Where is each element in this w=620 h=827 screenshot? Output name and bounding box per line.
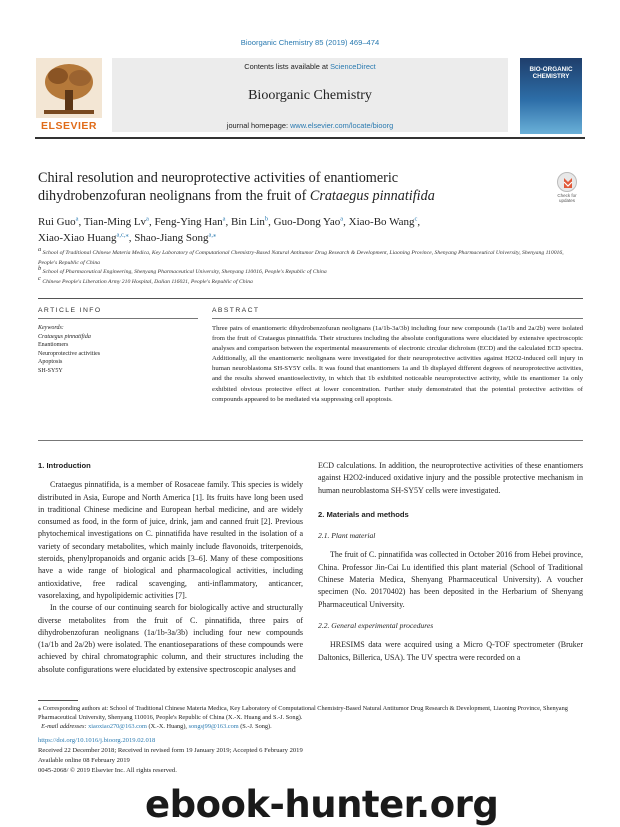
body-column-right [318, 460, 583, 664]
journal-cover-thumbnail[interactable] [520, 58, 582, 134]
elsevier-wordmark: ELSEVIER [41, 120, 97, 132]
abstract-heading: ABSTRACT [212, 307, 260, 314]
doi-link[interactable]: https://doi.org/10.1016/j.bioorg.2019.02.018 [38, 737, 156, 744]
general-procedures-heading: 2.2. General experimental procedures [318, 620, 434, 630]
contents-line: Contents lists available at ScienceDirect [244, 62, 376, 71]
keyword-item: Crataegus pinnatifida [38, 333, 91, 340]
footnote-rule [38, 700, 78, 701]
email-link[interactable]: xiaoxiao270@163.com [88, 723, 147, 731]
intro-paragraph-2: In the course of our continuing search for biologically active and structurally diverse metabolites from the fruit of C. pinnatifida, three pairs of dihydrobenzofuran neolignans (1a/1b-3a/3b) including four new compounds (1a/1b and 2a/2b) were isolated. The enantioseparations of these compounds were achieved by chiral chromatographic column, and their structures including the absolute configurations were elucidated by extensive spectroscopic analyses and [38, 603, 303, 674]
sciencedirect-link[interactable]: ScienceDirect [330, 62, 376, 71]
watermark: ebook-hunter.org [145, 783, 499, 826]
journal-reference[interactable]: Bioorganic Chemistry 85 (2019) 469–474 [240, 38, 380, 47]
body-column-left [38, 460, 303, 676]
header-rule [35, 137, 585, 139]
methods-heading: 2. Materials and methods [318, 509, 409, 519]
author-list: Rui Guo$^a$, Tian-Ming Lv$^a$, Feng-Ying Han$^a$, Bin Lin$^b$, Guo-Dong Yao$^a$, Xiao-Bo Wang$^c$, Xiao-Xiao Huang$^{a,c,⁎}$, Shao-Jiang Song$^{a,⁎}$ [38, 215, 421, 244]
author-link[interactable]: Rui Guo$^a$ [38, 215, 79, 228]
affiliation-item: $^c$ Chinese People's Liberation Army 210 Hospital, Dalian 116021, People's Republic of China [38, 274, 253, 285]
author-link[interactable]: Guo-Dong Yao$^a$ [273, 215, 344, 228]
keywords-label: Keywords: [38, 325, 64, 331]
author-link[interactable]: Tian-Ming Lv$^a$ [83, 215, 149, 228]
article-title: Chiral resolution and neuroprotective activities of enantiomeric dihydrobenzofuran neolignans from the fruit of Crataegus pinnatifida [38, 170, 435, 204]
keyword-item: Apoptosis [38, 359, 63, 365]
affiliations [38, 246, 583, 287]
intro-paragraph-continued: ECD calculations. In addition, the neuroprotective activities of these enantiomers against H2O2-induced oxidative injury and the possible protective mechanism in human neuroblastoma SH-SY5Y cells were investigated. [318, 461, 583, 495]
keyword-item: SH-SY5Y [38, 367, 63, 374]
author-link[interactable]: Bin Lin$^b$ [230, 215, 269, 228]
author-link[interactable]: Xiao-Xiao Huang$^{a,c,⁎}$ [38, 231, 129, 244]
crossmark-button[interactable] [553, 172, 581, 202]
journal-header-box [112, 58, 508, 132]
affiliation-item: $^a$ School of Traditional Chinese Materia Medica, Key Laboratory of Computational Chemistry-Based Natural Antitumor Drug Research & Development, Liaoning Province, Shenyang Pharmaceutical University, Shenyang 110016, People's Republic of China [38, 246, 564, 266]
author-link[interactable]: Shao-Jiang Song$^{a,⁎}$ [134, 231, 217, 244]
journal-homepage-link[interactable]: www.elsevier.com/locate/bioorg [290, 121, 394, 130]
general-procedures-paragraph: HRESIMS data were acquired using a Micro Q-TOF spectrometer (Bruker Daltonics, Billerica, USA). The UV spectra were recorded on a [318, 640, 583, 662]
author-link[interactable]: Feng-Ying Han$^a$ [154, 215, 226, 228]
keyword-item: Neuroprotective activities [38, 350, 101, 357]
intro-paragraph-1: Crataegus pinnatifida, is a member of Rosaceae family. This species is widely distributed in Asia, Europe and North America [1]. Its fruits have long been used in traditional Chinese medicine and European herbal medicine, and are widely consumed as food, in the form of juice, drink, jam and canned fruit [2]. Previous phytochemical investigations on C. pinnatifida have resulted in the isolation of a variety of secondary metabolites, which mainly include flavonoids, triterpenoids, steroids, phenylpropanoids and organic acids [3–6]. Many of these compositions have a wide range of biological and pharmacological activities, including antioxidative, free radical scavenging, anti-inflammatory, anticancer, vasorelaxing, and hypolipidemic activities [7]. [38, 480, 303, 600]
section-divider [38, 298, 583, 299]
homepage-line: journal homepage: www.elsevier.com/locate/bioorg [226, 121, 394, 130]
plant-material-heading: 2.1. Plant material [318, 531, 376, 541]
article-info-heading: ARTICLE INFO [38, 307, 102, 314]
elsevier-logo [36, 58, 102, 132]
crossmark-icon [557, 172, 577, 192]
author-link[interactable]: Xiao-Bo Wang$^c$ [348, 215, 418, 228]
keywords-block [38, 324, 198, 375]
plant-material-paragraph: The fruit of C. pinnatifida was collected in October 2016 from Hebei province, China. Professor Jin-Cai Lu identified this plant material (School of Traditional Chinese Materia Medica, Shenyang Pharmaceutical University). A voucher specimen (No. 20170402) has been deposited in the Herbarium of Shenyang Pharmaceutical University. [318, 550, 583, 609]
article-history: Received 22 December 2018; Received in revised form 19 January 2019; Accepted 6 February 2019 Available online 08 February 2019 0045-2068/ © 2019 Elsevier Inc. All rights reserved. [38, 747, 303, 774]
abstract-text: Three pairs of enantiomeric dihydrobenzofuran neolignans (1a/1b-3a/3b) including four new compounds (1a/1b and 2a/2b) were isolated from the fruit of Crataegus pinnatifida. Their structures including the absolute configurations were elucidated by extensive spectroscopic analyses and comparison between the experimental measurements of electronic circular dichroism (ECD) and the calculated ECD spectra. Additionally, all the enantiomeric neolignans were investigated for their neuroprotective activities against H2O2-induced cell injury in human neuroblastoma SH-SY5Y cells. It was found that enantiomers 1a and 1b displayed different degrees of neuroprotective activities, and the results showed enantioselectivity, in which that 1b exhibited noticeable neuroprotective activity, while its enantiomer 1a only exhibited obvious protective effect at lower concentration. Further study demonstrated that the potential protective activities of compounds appeared to be mediated via suppressing cell apoptosis. [212, 325, 583, 403]
email-link[interactable]: songsj99@163.com [188, 723, 239, 731]
corresponding-author-footnote: ⁎ Corresponding authors at: School of Traditional Chinese Materia Medica, Key Laboratory of Computational Chemistry-Based Natural Antitumor Drug Research & Development, Liaoning Province, Shenyang Pharmaceutical University, Shenyang 110016, People's Republic of China (X.-X. Huang and S.-J. Song). E-mail addresses: xiaoxiao270@163.com (X.-X. Huang), songsj99@163.com (S.-J. Song). [38, 705, 568, 731]
elsevier-tree-icon [36, 58, 102, 118]
affiliation-item: $^b$ School of Pharmaceutical Engineering, Shenyang Pharmaceutical University, Shenyang 110016, People's Republic of China [38, 265, 327, 275]
cover-title: BIO-ORGANIC CHEMISTRY [529, 66, 573, 80]
body-divider [38, 440, 583, 441]
abstract-rule [212, 318, 583, 319]
journal-name: Bioorganic Chemistry [248, 88, 372, 103]
crossmark-label: Check for updates [557, 193, 577, 203]
article-info-rule [38, 318, 198, 319]
keyword-item: Enantiomers [38, 342, 69, 348]
introduction-heading: 1. Introduction [38, 461, 91, 470]
